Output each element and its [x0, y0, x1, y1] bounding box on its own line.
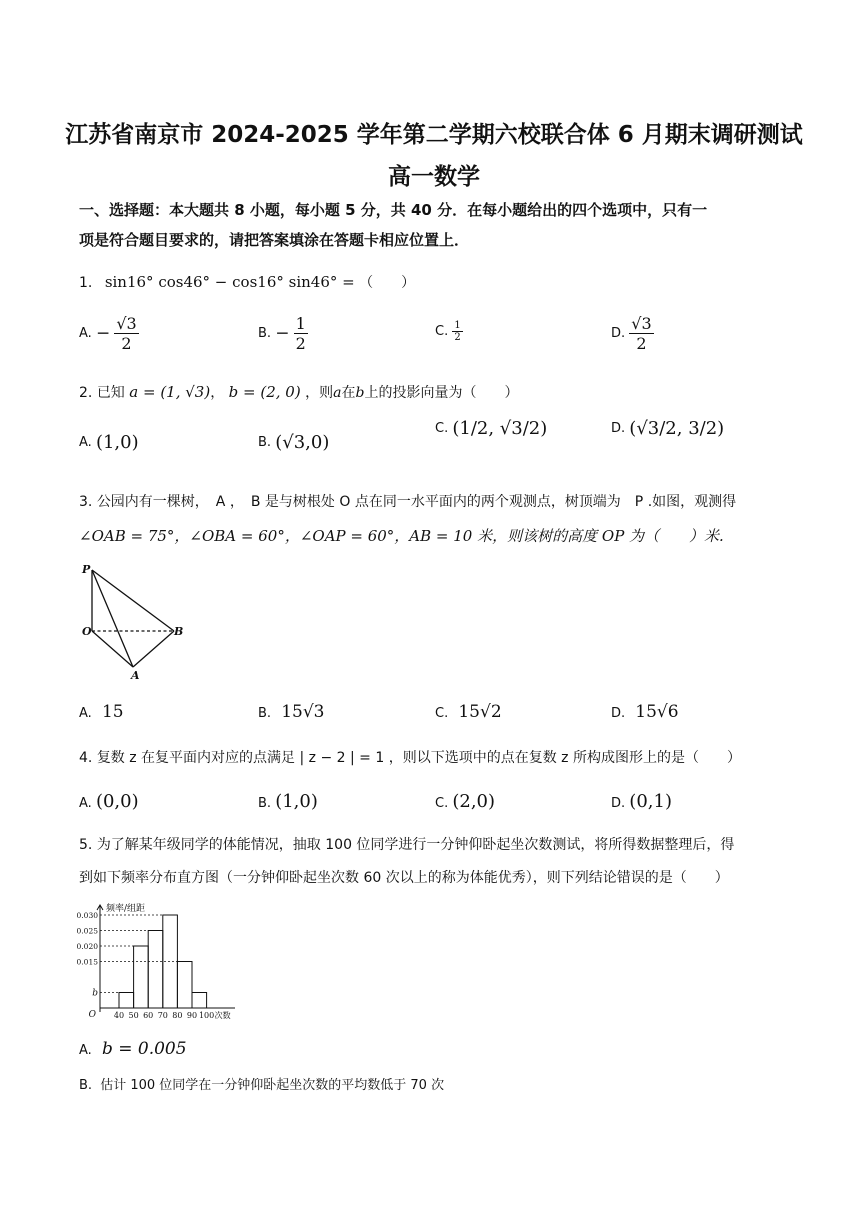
x-tick-label: 100 [198, 1011, 215, 1020]
q4-option-a [79, 791, 139, 812]
option-label: A. [79, 435, 92, 450]
option-label: A. [79, 326, 92, 341]
q2-text-1: 已知 [96, 385, 125, 401]
q5-text-1: 为了解某年级同学的体能情况，抽取 100 位同学进行一分钟仰卧起坐次数测试，将所得数据整理后，得 [96, 837, 735, 853]
q5-number: 5. [79, 837, 93, 853]
y-tick-label: 0.025 [76, 926, 98, 936]
q3-stem-line2 [79, 525, 724, 546]
x-tick-label: 60 [143, 1011, 154, 1020]
q3-option-d [611, 702, 679, 722]
option-label: B. [258, 326, 272, 341]
section-header-line1: 一、选择题：本大题共 8 小题，每小题 5 分，共 40 分．在每小题给出的四个选项中，只有一 [79, 201, 708, 219]
q5-stem-line2: 到如下频率分布直方图（一分钟仰卧起坐次数 60 次以上的称为体能优秀），则下列结论错误的是（ ） [79, 870, 729, 886]
y-tick-label: 0.030 [76, 911, 98, 920]
option-text: (0,1) [629, 791, 672, 812]
option-label: C. [435, 706, 449, 721]
label-o: O [82, 625, 92, 638]
histogram-bar [148, 931, 163, 1009]
line-ab [133, 631, 174, 667]
q5-option-b [79, 1074, 444, 1093]
section-header-line2: 项是符合题目要求的，请把答案填涂在答题卡相应位置上． [79, 231, 470, 249]
x-tick-label: 40 [113, 1011, 125, 1020]
option-text: (√3,0) [275, 432, 330, 453]
q4-text: 复数 z 在复平面内对应的点满足 | z − 2 | = 1 ，则以下选项中的点在复数 z 所构成图形上的是（ ） [96, 750, 741, 766]
x-axis-label: 次数 [214, 1011, 231, 1020]
y-tick-label: b [92, 988, 98, 999]
exam-title-line1: 江苏省南京市 2024-2025 学年第二学期六校联合体 6 月期末调研测试 [65, 122, 803, 148]
histogram-bar [192, 993, 207, 1009]
option-label: A. [79, 1043, 92, 1058]
q2-option-d [611, 418, 724, 439]
histogram-bar [177, 962, 192, 1009]
option-label: B. [258, 796, 272, 811]
q5-option-a [79, 1039, 187, 1059]
q1-blank: （ ） [359, 275, 416, 291]
label-p: P [82, 563, 91, 576]
q3-text-1: 公园内有一棵树， A ， B 是与树根处 O 点在同一水平面内的两个观测点，树顶端为 P .如图，观测得 [96, 494, 737, 510]
option-label: B. [258, 435, 272, 450]
vector-b: b = (2, 0) [228, 383, 301, 401]
option-text: 15√3 [281, 702, 325, 722]
q3-number: 3. [79, 494, 93, 510]
frequency-histogram [75, 897, 245, 1027]
option-text: 15√2 [458, 702, 502, 722]
option-text: (√3/2, 3/2) [629, 418, 725, 439]
x-tick-label: 50 [128, 1011, 139, 1020]
option-text: (1/2, √3/2) [452, 418, 548, 439]
option-label: C. [435, 324, 449, 339]
q3-option-b [258, 702, 324, 722]
option-label: C. [435, 796, 449, 811]
vector-a: a = (1, √3) [129, 383, 211, 401]
q1-expression: sin16° cos46° − cos16° sin46° = [104, 273, 355, 291]
q1-option-a [79, 314, 139, 353]
option-numerator: √3 [631, 314, 652, 333]
y-axis-label: 频率/组距 [106, 904, 146, 914]
option-numerator: 1 [295, 314, 306, 333]
option-denominator: 2 [636, 334, 647, 353]
option-denominator: 2 [121, 334, 132, 353]
q4-option-c [435, 791, 495, 812]
exam-title-line2: 高一数学 [388, 164, 480, 190]
option-text: 15 [101, 702, 124, 722]
q4-option-d [611, 791, 672, 812]
option-label: C. [435, 421, 449, 436]
option-text: (0,0) [95, 791, 139, 812]
q1-option-c [435, 320, 463, 343]
q2-number: 2. [79, 385, 93, 401]
q5-stem-line1 [79, 834, 734, 854]
x-tick-label: 90 [186, 1011, 198, 1020]
q4-option-b [258, 791, 318, 812]
q3-option-c [435, 702, 502, 722]
q2-text-2: ，则 [305, 385, 334, 401]
option-text: 15√6 [635, 702, 679, 722]
option-text: 估计 100 位同学在一分钟仰卧起坐次数的平均数低于 70 次 [100, 1078, 445, 1093]
line-oa [92, 631, 133, 667]
x-tick-label: 70 [157, 1011, 168, 1020]
option-label: A. [79, 796, 92, 811]
option-sign: − [95, 323, 111, 344]
option-label: A. [79, 706, 92, 721]
option-text: (1,0) [275, 791, 318, 812]
q3-figure [78, 560, 188, 682]
q2-option-c [435, 418, 547, 439]
q2-option-b [258, 432, 329, 453]
origin-label: O [88, 1010, 96, 1020]
label-b: B [174, 625, 184, 638]
option-denominator: 2 [295, 334, 306, 353]
option-label: B. [79, 1078, 93, 1093]
option-label: D. [611, 796, 626, 811]
histogram-bar [134, 946, 149, 1008]
q2-text-4: 上的投影向量为（ ） [364, 385, 519, 401]
option-sign: − [275, 323, 290, 344]
q4-number: 4. [79, 750, 93, 766]
histogram-bar [119, 993, 134, 1009]
x-tick-label: 80 [172, 1011, 183, 1020]
q1-option-d [611, 314, 654, 353]
option-numerator: 1 [454, 320, 461, 331]
q2-text-3: 在 [341, 385, 356, 401]
q4-stem [79, 747, 741, 767]
option-text: b = 0.005 [101, 1039, 187, 1059]
label-a: A [131, 669, 140, 682]
option-label: D. [611, 706, 626, 721]
option-label: B. [258, 706, 272, 721]
y-tick-label: 0.020 [76, 942, 98, 951]
option-label: D. [611, 421, 626, 436]
option-text: (1,0) [95, 432, 139, 453]
q2-stem: 2. 已知 a = (1, √3)， b = (2, 0) ，则a在b上的投影向量为（ ） [79, 383, 519, 401]
q3-text-2: ∠OAB = 75°，∠OBA = 60°，∠OAP = 60°，AB = 10 米，则该树的高度 OP 为（ ）米. [79, 527, 724, 545]
q2-option-a [79, 432, 139, 453]
option-label: D. [611, 326, 626, 341]
q1-option-b [258, 314, 308, 353]
option-denominator: 2 [454, 332, 461, 343]
q1-number: 1. [79, 275, 93, 291]
option-numerator: √3 [116, 314, 137, 333]
q3-stem-line1 [79, 491, 736, 511]
option-text: (2,0) [452, 791, 496, 812]
y-tick-label: 0.015 [76, 957, 98, 967]
q3-option-a [79, 702, 124, 722]
q1-stem [79, 272, 415, 292]
